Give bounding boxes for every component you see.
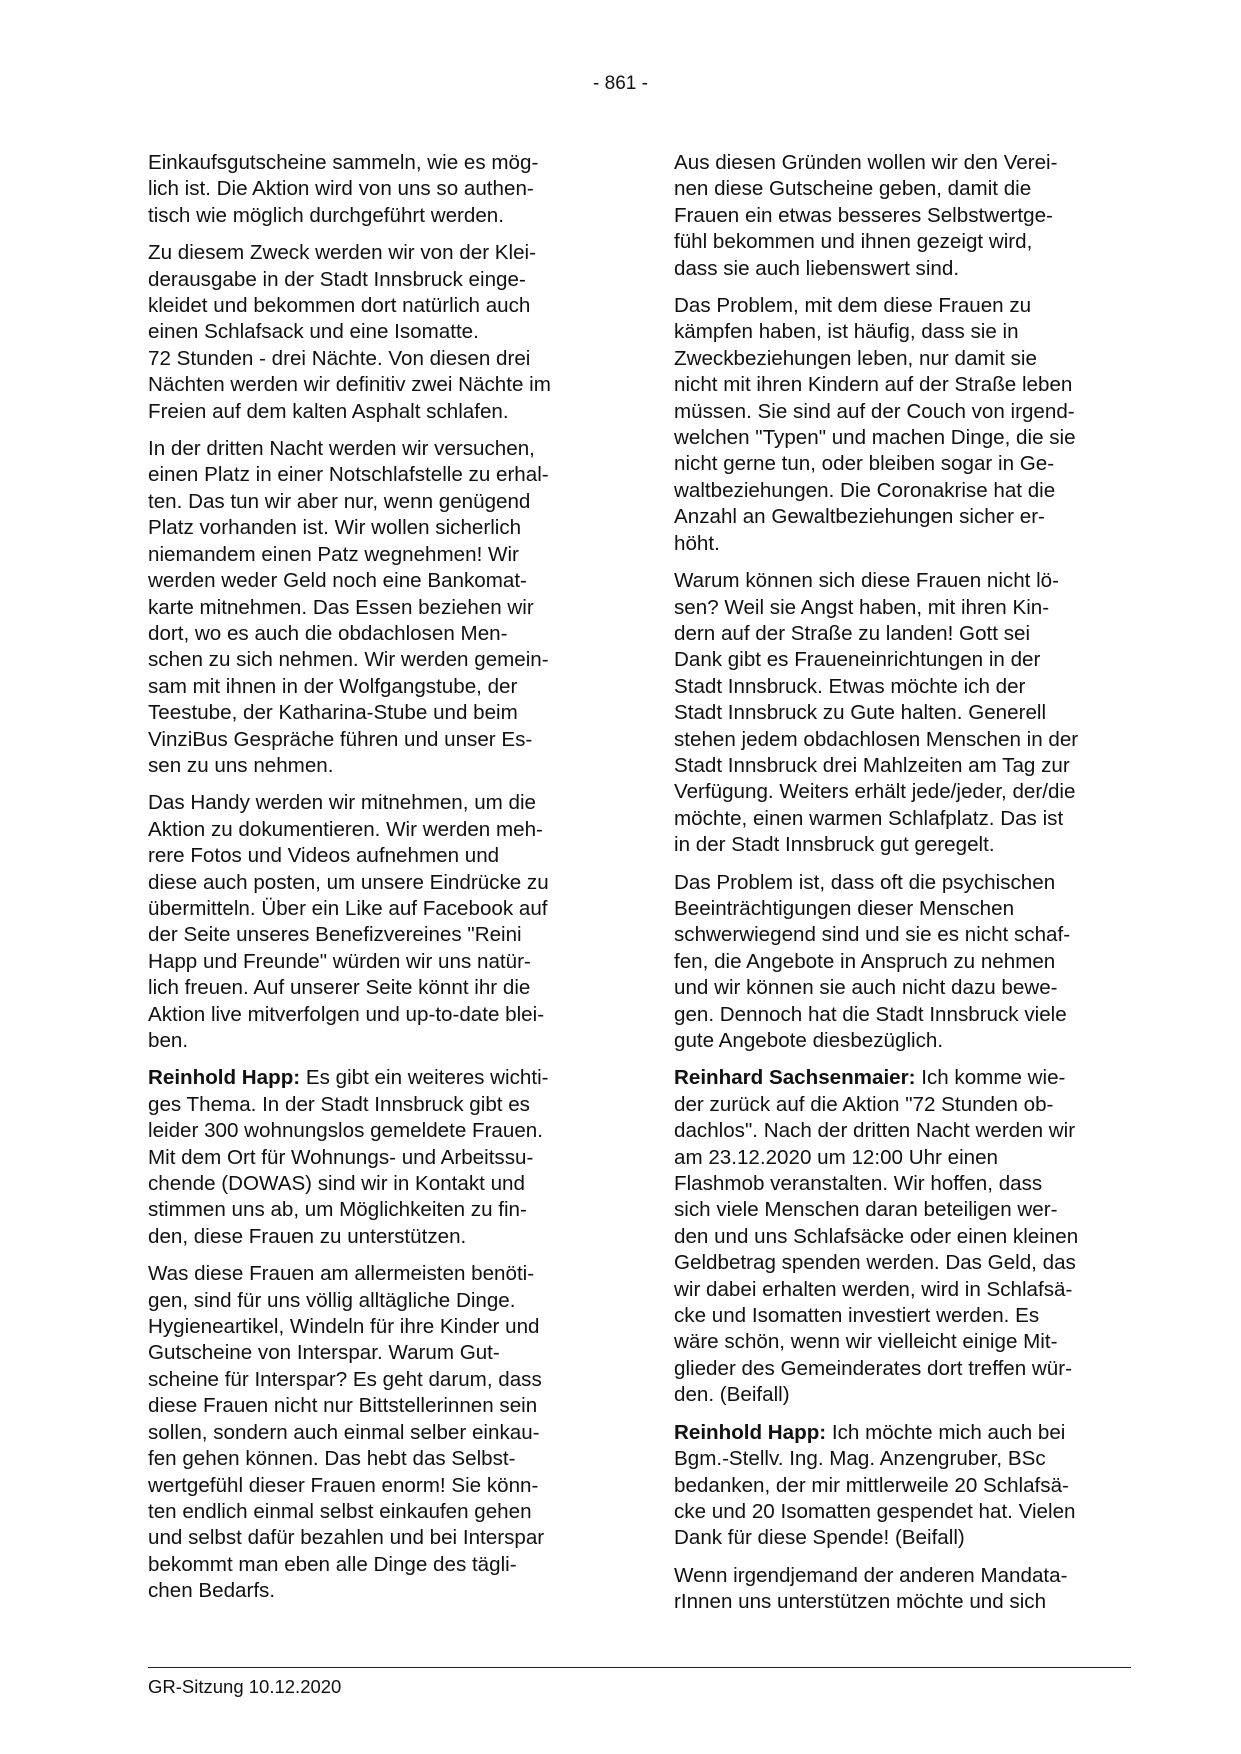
text-line: welchen "Typen" und machen Dinge, die sie <box>674 426 1076 450</box>
text-line: Aktion live mitverfolgen und up-to-date blei- <box>148 1002 545 1026</box>
paragraph <box>674 293 1136 557</box>
text-line: dachlos". Nach der dritten Nacht werden wir <box>674 1119 1076 1143</box>
text-line: nicht gerne tun, oder bleiben sogar in Ge- <box>674 452 1055 476</box>
text-line: Einkaufsgutscheine sammeln, wie es mög- <box>148 151 539 174</box>
paragraph <box>148 790 600 1054</box>
paragraph <box>674 150 1136 282</box>
footer-session-label: GR-Sitzung 10.12.2020 <box>148 1676 342 1697</box>
text-line: rere Fotos und Videos aufnehmen und <box>148 844 500 868</box>
text-line: der zurück auf die Aktion "72 Stunden ob- <box>674 1092 1054 1116</box>
text-line: Mit dem Ort für Wohnungs- und Arbeitssu- <box>148 1145 534 1169</box>
text-line: werden weder Geld noch eine Bankomat- <box>148 569 527 593</box>
speaker-name: Reinhold Happ: <box>148 1066 301 1090</box>
text-line: glieder des Gemeinderates dort treffen wür- <box>674 1356 1072 1380</box>
text-line: wir dabei erhalten werden, wird in Schlafsä- <box>674 1277 1073 1301</box>
text-line: lich ist. Die Aktion wird von uns so authen- <box>148 177 534 201</box>
text-column-left <box>148 150 600 1616</box>
text-line: bedanken, der mir mittlerweile 20 Schlafsä- <box>674 1473 1069 1497</box>
text-line <box>674 1065 1136 1091</box>
text-line: Stadt Innsbruck zu Gute halten. Generell <box>674 701 1047 725</box>
text-line: Beeinträchtigungen dieser Menschen <box>674 896 1015 920</box>
text-line: ten endlich einmal selbst einkaufen gehen <box>148 1499 532 1523</box>
text-line: Das Problem ist, dass oft die psychischen <box>674 870 1056 894</box>
speech-text: Ich komme wie- <box>915 1066 1066 1090</box>
text-line: stimmen uns ab, um Möglichkeiten zu fin- <box>148 1198 527 1222</box>
text-line: cke und 20 Isomatten gespendet hat. Vielen <box>674 1499 1076 1523</box>
text-line: einen Schlafsack und eine Isomatte. <box>148 320 479 344</box>
text-line: sich viele Menschen daran beteiligen wer- <box>674 1198 1058 1222</box>
paragraph <box>148 240 600 425</box>
text-line: ges Thema. In der Stadt Innsbruck gibt es <box>148 1092 530 1116</box>
text-line: stehen jedem obdachlosen Menschen in der <box>674 727 1079 751</box>
text-line: Das Handy werden wir mitnehmen, um die <box>148 791 537 815</box>
text-line: Gutscheine von Interspar. Warum Gut- <box>148 1341 500 1365</box>
text-line: karte mitnehmen. Das Essen beziehen wir <box>148 595 534 619</box>
speech-text: Ich möchte mich auch bei <box>826 1420 1066 1444</box>
text-line: bekommt man eben alle Dinge des tägli- <box>148 1552 517 1576</box>
text-line: schen zu sich nehmen. Wir werden gemein- <box>148 648 549 672</box>
footer-divider <box>148 1667 1131 1668</box>
text-line: sam mit ihnen in der Wolfgangstube, der <box>148 674 518 698</box>
paragraph <box>148 436 600 779</box>
text-line: nen diese Gutscheine geben, damit die <box>674 177 1032 201</box>
text-line: cke und Isomatten investiert werden. Es <box>674 1304 1040 1328</box>
text-line: den, diese Frauen zu unterstützen. <box>148 1224 467 1248</box>
paragraph <box>148 1065 600 1250</box>
text-line: den und uns Schlafsäcke oder einen kleinen <box>674 1224 1079 1248</box>
text-column-right <box>674 150 1136 1627</box>
text-line: diese auch posten, um unsere Eindrücke zu <box>148 870 549 894</box>
text-line: Was diese Frauen am allermeisten benöti- <box>148 1262 535 1286</box>
text-line: Aktion zu dokumentieren. Wir werden meh- <box>148 817 543 841</box>
text-line: gute Angebote diesbezüglich. <box>674 1029 944 1052</box>
text-line: Stadt Innsbruck drei Mahlzeiten am Tag zur <box>674 753 1070 777</box>
page-number: - 861 - <box>593 73 648 94</box>
text-line <box>148 1065 600 1091</box>
text-line: schwerwiegend sind und sie es nicht schaf- <box>674 923 1071 947</box>
paragraph <box>674 1563 1136 1616</box>
text-line: in der Stadt Innsbruck gut geregelt. <box>674 833 995 857</box>
text-line: lich freuen. Auf unserer Seite könnt ihr die <box>148 976 531 1000</box>
text-line: Zu diesem Zweck werden wir von der Klei- <box>148 241 536 265</box>
text-line: Flashmob veranstalten. Wir hoffen, dass <box>674 1172 1043 1196</box>
text-line: niemandem einen Patz wegnehmen! Wir <box>148 542 519 566</box>
text-line: Warum können sich diese Frauen nicht lö- <box>674 569 1059 593</box>
text-line: Freien auf dem kalten Asphalt schlafen. <box>148 399 509 423</box>
text-line: Zweckbeziehungen leben, nur damit sie <box>674 346 1037 370</box>
text-line: fen, die Angebote in Anspruch zu nehmen <box>674 949 1056 973</box>
paragraph <box>674 568 1136 858</box>
text-line: gen, sind für uns völlig alltägliche Dinge. <box>148 1288 516 1312</box>
text-line: scheine für Interspar? Es geht darum, dass <box>148 1367 542 1391</box>
text-line: sen? Weil sie Angst haben, mit ihren Kin- <box>674 595 1050 619</box>
text-line: Happ und Freunde" würden wir uns natür- <box>148 949 531 973</box>
text-line: Dank gibt es Fraueneinrichtungen in der <box>674 648 1041 672</box>
text-line: übermitteln. Über ein Like auf Facebook auf <box>148 896 548 920</box>
text-line: Geldbetrag spenden werden. Das Geld, das <box>674 1251 1076 1275</box>
text-line: sollen, sondern auch einmal selber einkau- <box>148 1420 540 1444</box>
paragraph <box>674 1065 1136 1408</box>
text-line: Bgm.-Stellv. Ing. Mag. Anzengruber, BSc <box>674 1447 1046 1471</box>
text-line: sen zu uns nehmen. <box>148 753 334 777</box>
text-line: ben. <box>148 1029 189 1052</box>
speaker-name: Reinhold Happ: <box>674 1420 827 1444</box>
text-line: wäre schön, wenn wir vielleicht einige Mit- <box>674 1330 1058 1354</box>
text-line: müssen. Sie sind auf der Couch von irgend- <box>674 399 1075 423</box>
text-line: tisch wie möglich durchgeführt werden. <box>148 203 504 227</box>
paragraph <box>148 1261 600 1604</box>
text-line: höht. <box>674 531 720 555</box>
paragraph <box>674 870 1136 1055</box>
text-line: waltbeziehungen. Die Coronakrise hat die <box>674 478 1056 502</box>
text-line: Teestube, der Katharina-Stube und beim <box>148 701 518 725</box>
text-line: der Seite unseres Benefizvereines "Reini <box>148 923 522 947</box>
text-line: wertgefühl dieser Frauen enorm! Sie könn- <box>148 1473 539 1497</box>
paragraph <box>674 1420 1136 1552</box>
text-line: gen. Dennoch hat die Stadt Innsbruck viele <box>674 1002 1067 1026</box>
text-line: Verfügung. Weiters erhält jede/jeder, der/die <box>674 780 1076 804</box>
text-line: und wir können sie auch nicht dazu bewe- <box>674 976 1058 1000</box>
text-line: ten. Das tun wir aber nur, wenn genügend <box>148 489 531 513</box>
text-line: Wenn irgendjemand der anderen Mandata- <box>674 1563 1068 1587</box>
paragraph <box>148 150 600 229</box>
text-line: Nächten werden wir definitiv zwei Nächte im <box>148 373 551 397</box>
text-line: kämpfen haben, ist häufig, dass sie in <box>674 320 1019 344</box>
text-line: Hygieneartikel, Windeln für ihre Kinder und <box>148 1315 540 1339</box>
text-line <box>674 1420 1136 1446</box>
text-line: dort, wo es auch die obdachlosen Men- <box>148 621 508 645</box>
text-line: dass sie auch liebenswert sind. <box>674 256 960 280</box>
text-line: kleidet und bekommen dort natürlich auch <box>148 294 531 318</box>
text-line: Frauen ein etwas besseres Selbstwertge- <box>674 203 1053 227</box>
text-line: fen gehen können. Das hebt das Selbst- <box>148 1447 516 1471</box>
text-line: 72 Stunden - drei Nächte. Von diesen drei <box>148 346 531 370</box>
text-line: den. (Beifall) <box>674 1383 790 1407</box>
text-line: Platz vorhanden ist. Wir wollen sicherlich <box>148 516 522 540</box>
text-line: In der dritten Nacht werden wir versuchen, <box>148 437 535 461</box>
text-line: Stadt Innsbruck. Etwas möchte ich der <box>674 674 1026 698</box>
text-line: rInnen uns unterstützen möchte und sich <box>674 1590 1047 1614</box>
text-line: am 23.12.2020 um 12:00 Uhr einen <box>674 1145 998 1169</box>
text-line: nicht mit ihren Kindern auf der Straße leben <box>674 373 1073 397</box>
text-line: chende (DOWAS) sind wir in Kontakt und <box>148 1172 525 1196</box>
text-line: Anzahl an Gewaltbeziehungen sicher er- <box>674 505 1045 529</box>
text-line: und selbst dafür bezahlen und bei Interspar <box>148 1526 545 1550</box>
text-line: möchte, einen warmen Schlafplatz. Das ist <box>674 806 1064 830</box>
text-line: Dank für diese Spende! (Beifall) <box>674 1526 965 1550</box>
text-line: Aus diesen Gründen wollen wir den Verei- <box>674 151 1058 174</box>
text-line: Das Problem, mit dem diese Frauen zu <box>674 294 1032 318</box>
speaker-name: Reinhard Sachsenmaier: <box>674 1066 916 1090</box>
speech-text: Es gibt ein weiteres wichti- <box>300 1066 549 1090</box>
text-line: chen Bedarfs. <box>148 1579 276 1603</box>
text-line: VinziBus Gespräche führen und unser Es- <box>148 727 533 751</box>
text-line: dern auf der Straße zu landen! Gott sei <box>674 621 1031 645</box>
text-line: fühl bekommen und ihnen gezeigt wird, <box>674 230 1033 254</box>
text-line: diese Frauen nicht nur Bittstellerinnen sein <box>148 1394 538 1418</box>
text-line: leider 300 wohnungslos gemeldete Frauen. <box>148 1119 543 1143</box>
text-line: einen Platz in einer Notschlafstelle zu erhal- <box>148 463 549 487</box>
text-line: derausgabe in der Stadt Innsbruck einge- <box>148 267 526 291</box>
